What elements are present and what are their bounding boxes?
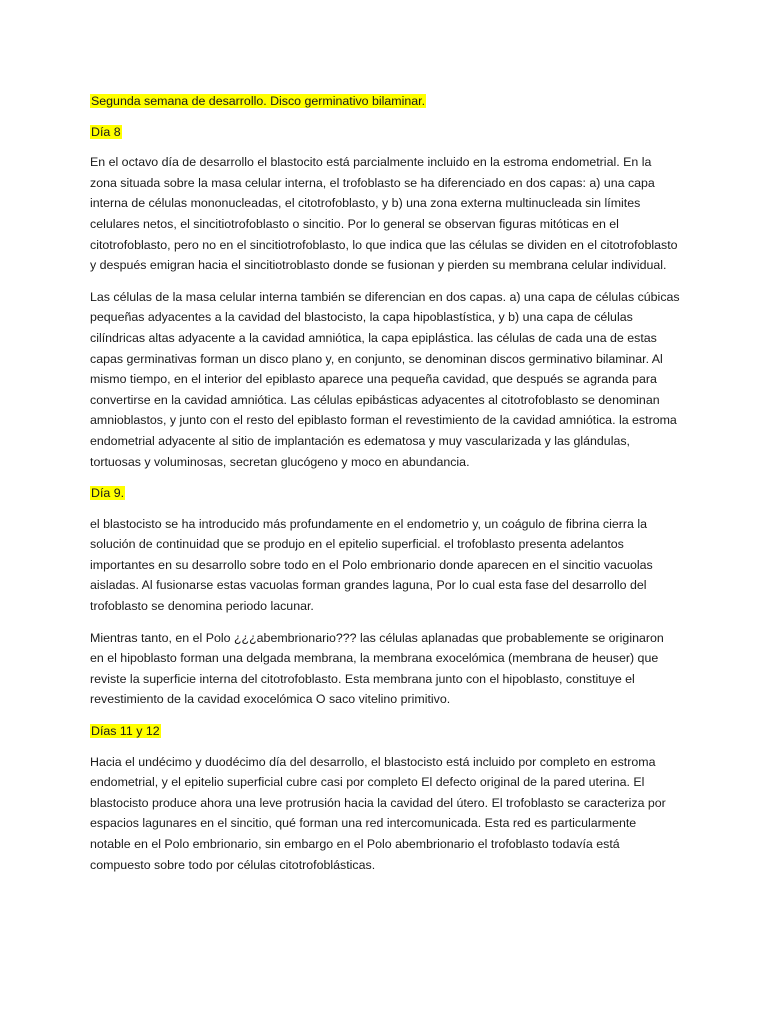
paragraph: Las células de la masa celular interna también se diferencian en dos capas. a) una capa de células cúbicas pequeñas adyacentes a la cavidad del blastocisto, la capa hipoblastística, y b) una capa de células cilíndricas altas adyacente a la cavidad amniótica, la capa epiplástica. las células de cada una de estas capas germinativas forman un disco plano y, en conjunto, se denominan discos germinativo bilaminar. Al mismo tiempo, en el interior del epiblasto aparece una pequeña cavidad, que después se agranda para convertirse en la cavidad amniótica. Las células epibásticas adyacentes al citotrofoblasto se denominan amnioblastos, y junto con el resto del epiblasto forman el revestimiento de la cavidad amniótica. la estroma endometrial adyacente al sitio de implantación es edematosa y muy vascularizada y las glándulas, tortuosas y voluminosas, secretan glucógeno y moco en abundancia. (90, 289, 680, 469)
heading-highlight: Día 8 (91, 124, 121, 139)
paragraph: En el octavo día de desarrollo el blastocito está parcialmente incluido en la estroma endometrial. En la zona situada sobre la masa celular interna, el trofoblasto se ha diferenciado en dos capas: a) una capa interna de células mononucleadas, el citotrofoblasto, y b) una zona externa multinucleada sin límites celulares netos, el sincitiotrofoblasto o sincitio. Por lo general se observan figuras mitóticas en el citotrofoblasto, pero no en el sincitiotrofoblasto, lo que indica que las células se dividen en el citotrofoblasto y después emigran hacia el sincitiotroblasto donde se fusionan y pierden su membrana celular individual. (90, 155, 678, 273)
section-heading-dia-9 (90, 483, 680, 504)
paragraph: el blastocisto se ha introducido más profundamente en el endometrio y, un coágulo de fibrina cierra la solución de continuidad que se produjo en el epitelio superficial. el trofoblasto presenta adelantos importantes en su desarrollo sobre todo en el Polo embrionario donde aparecen en el sincitio vacuolas aisladas. Al fusionarse estas vacuolas forman grandes laguna, Por lo cual esta fase del desarrollo del trofoblasto se denomina periodo lacunar. (90, 516, 653, 614)
section-heading-dia-8 (90, 122, 680, 143)
paragraph: Mientras tanto, en el Polo ¿¿¿abembrionario??? las células aplanadas que probablemente se originaron en el hipoblasto forman una delgada membrana, la membrana exocelómica (membrana de heuser) que reviste la superficie interna del citotrofoblasto. Esta membrana junto con el hipoblasto, constituye el revestimiento de la cavidad exocelómica O saco vitelino primitivo. (90, 630, 664, 707)
document-title (90, 91, 680, 112)
document-body (90, 91, 680, 886)
paragraph: Hacia el undécimo y duodécimo día del desarrollo, el blastocisto está incluido por completo en estroma endometrial, y el epitelio superficial cubre casi por completo El defecto original de la pared uterina. El blastocisto produce ahora una leve protrusión hacia la cavidad del útero. El trofoblasto se caracteriza por espacios lagunares en el sincitio, qué forman una red intercomunicada. Esta red es particularmente notable en el Polo embrionario, sin embargo en el Polo abembrionario el trofoblasto todavía está compuesto sobre todo por células citotrofoblásticas. (90, 754, 666, 872)
heading-highlight: Día 9. (91, 486, 125, 501)
heading-highlight: Días 11 y 12 (91, 724, 160, 739)
section-heading-dias-11-12 (90, 721, 680, 742)
title-highlight: Segunda semana de desarrollo. Disco germinativo bilaminar. (91, 94, 426, 108)
